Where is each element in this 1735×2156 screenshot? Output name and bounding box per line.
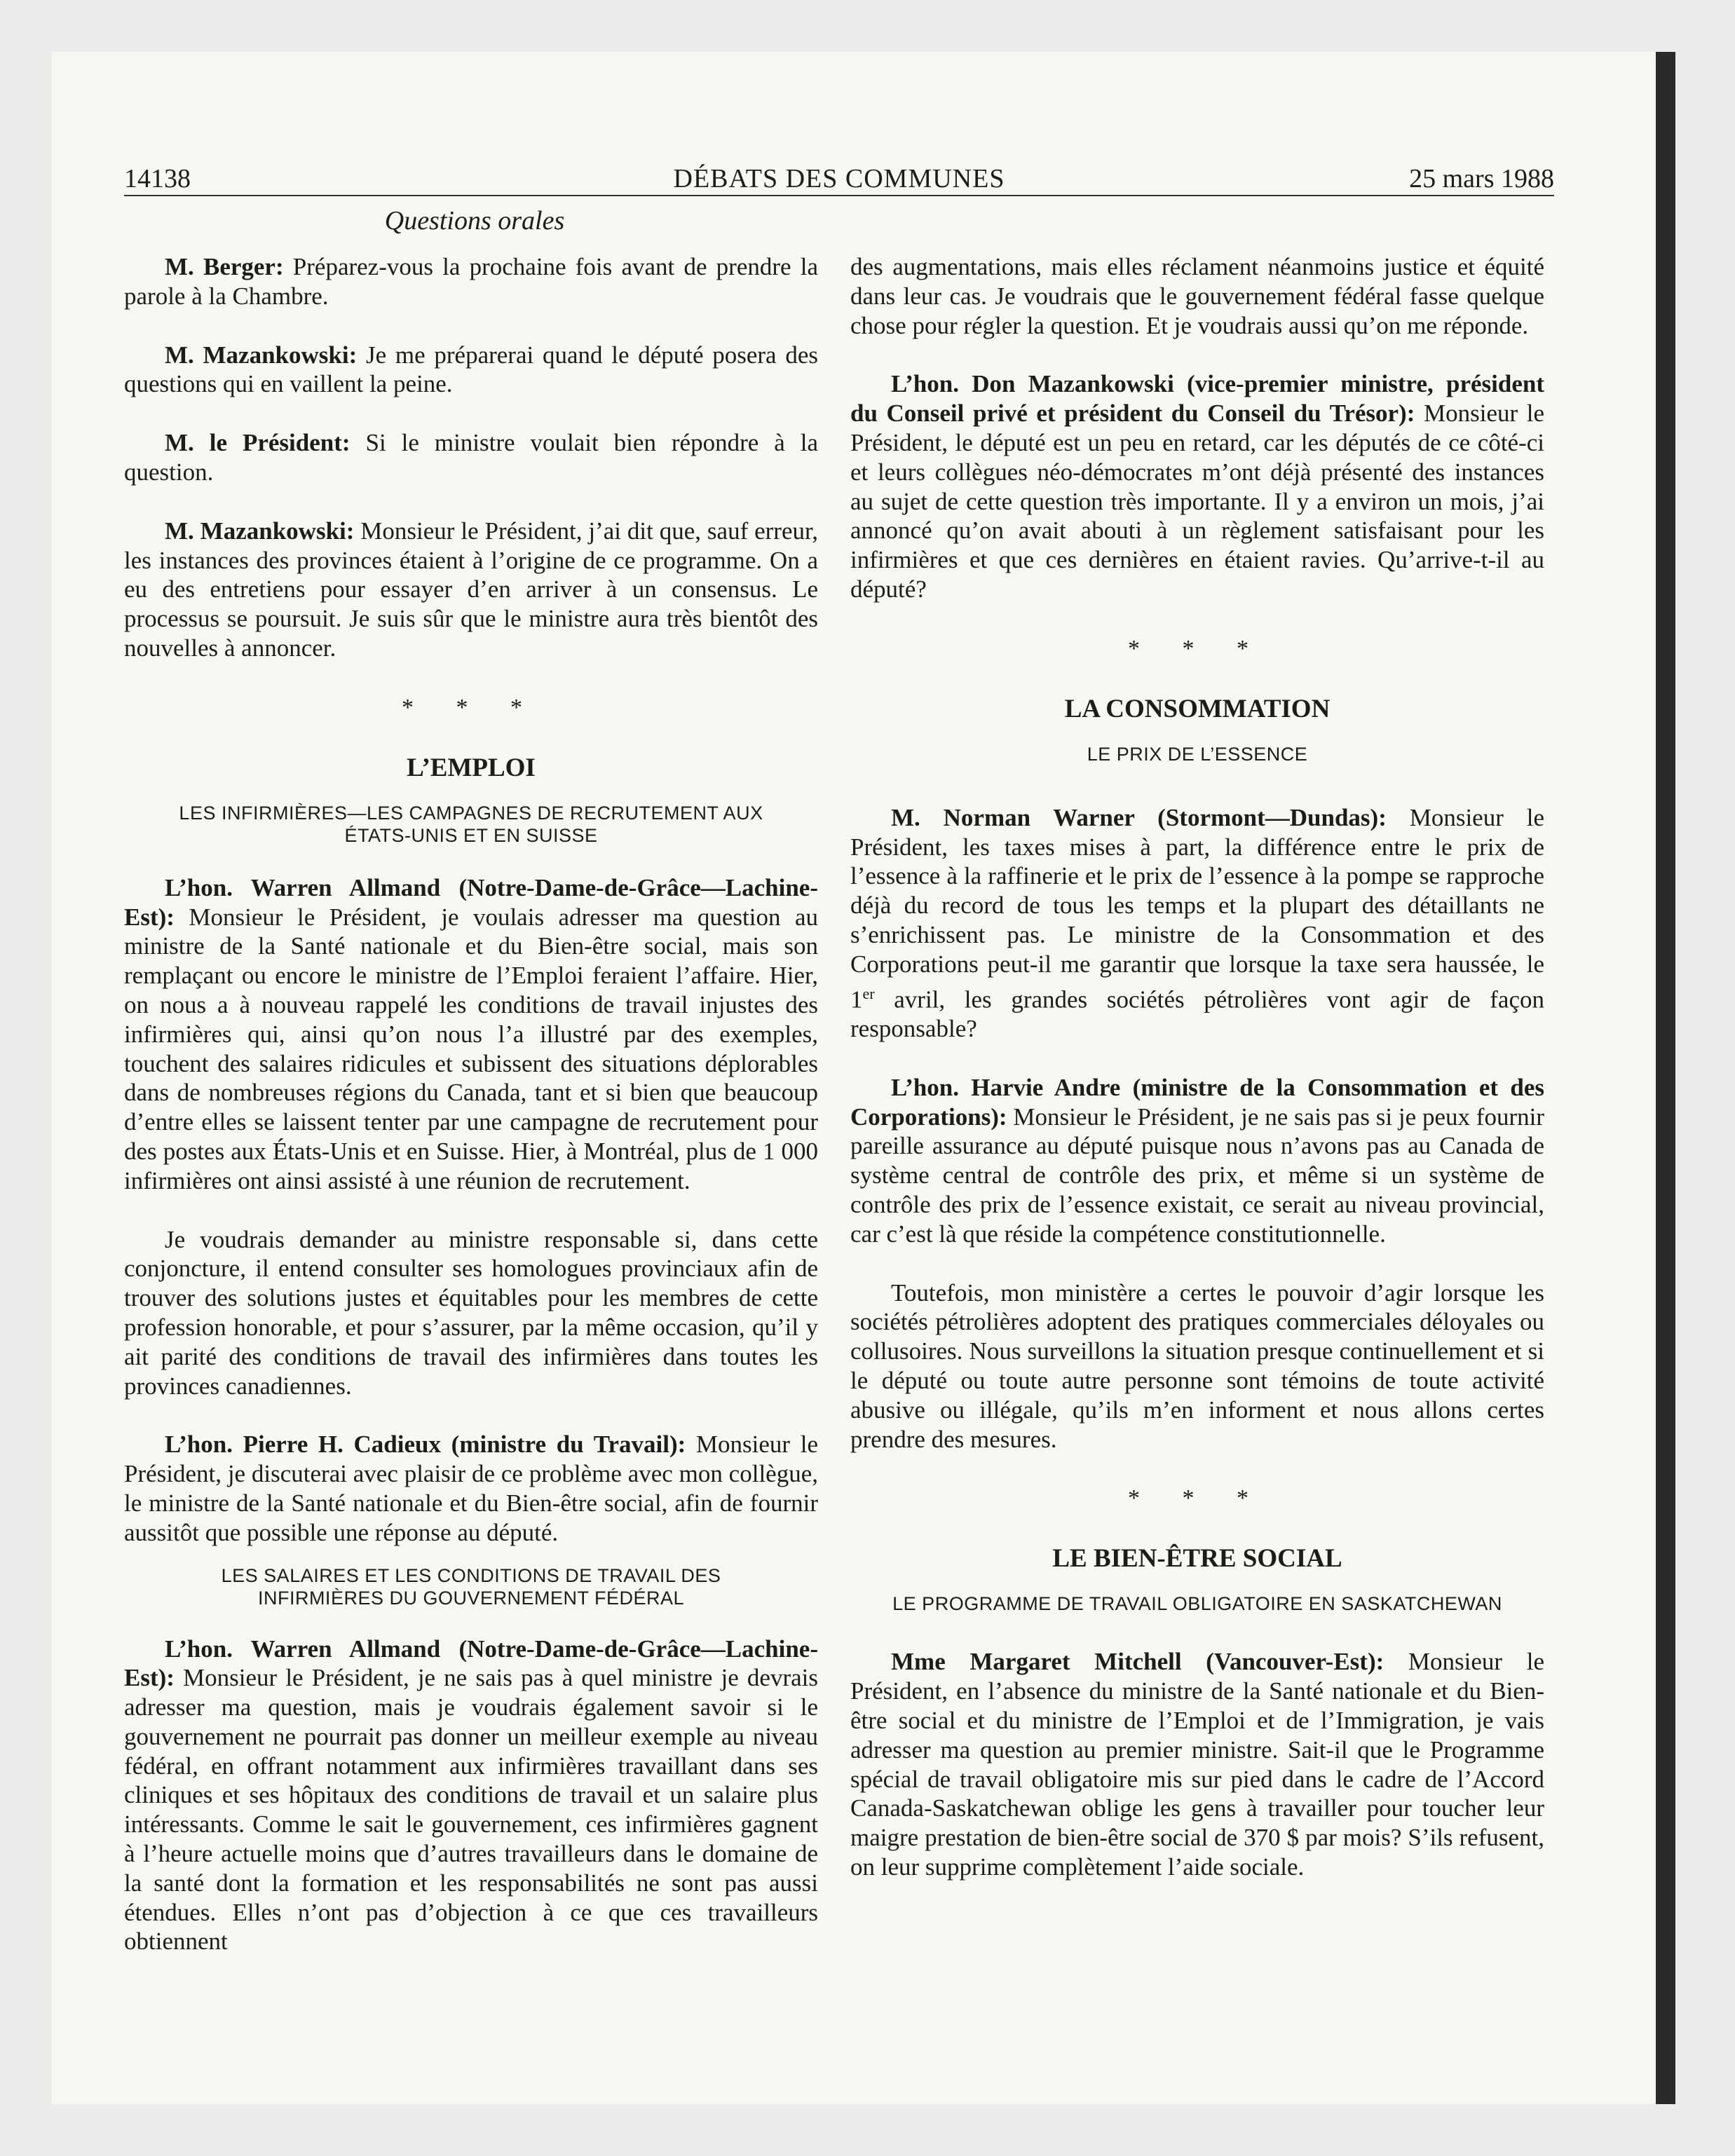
speaker-name: Mme Margaret Mitchell (Vancouver-Est): [891,1648,1384,1676]
paragraph-text: Je me préparerai quand le député posera des questions qui en vaillent la peine. [124,341,818,398]
superscript: er [862,984,875,1002]
paragraph [124,1635,818,1957]
speaker-name: L’hon. Don Mazankowski (vice-premier ministre, président du Conseil privé et président du Conseil du Trésor): [850,370,1544,428]
section-title: LA CONSOMMATION [1064,694,1331,723]
paragraph [850,369,1544,603]
speaker-name: M. le Président: [165,429,351,457]
paragraph-text: Monsieur le Président, je voulais adresser ma question au ministre de la Santé nationale et du Bien-être social, mais son remplaçant ou encore le ministre de l’Emploi feraient l’affaire. Hier, on nous a à nouveau rappelé les conditions de travail injustes des infirmières qui, ainsi qu’on nous l’a illustré par des exemples, touchent des salaires ridicules et subissent des situations déplorables dans de nombreuses régions du Canada, tant et si bien que beaucoup d’entre elles se laissent tenter par une campagne de recrutement pour des postes aux États-Unis et en Suisse. Hier, à Montréal, plus de 1 000 infirmières ont ainsi assisté à une réunion de recrutement. [124,903,818,1194]
paragraph-text: Monsieur le Président, le député est un peu en retard, car les députés de ce côté-ci et leurs collègues néo-démocrates m’ont déjà présenté des instances au sujet de cette question très importante. Il y a environ un mois, j’ai annoncé qu’on avait abouti à un règlement satisfaisant pour les infirmières et que ces dernières en étaient ravies. Qu’arrive-t-il au député? [850,400,1544,603]
page-date: 25 mars 1988 [1409,164,1554,193]
paragraph-text: Monsieur le Président, j’ai dit que, sauf erreur, les instances des provinces étaient à l’origine de ce programme. On a eu des entretiens pour essayer d’en arriver à un consensus. Le processus se poursuit. Je suis sûr que le ministre aura très bientôt des nouvelles à annoncer. [124,517,818,662]
paragraph-text: Monsieur le Président, je ne sais pas à quel ministre je devrais adresser ma question, mais je voudrais également savoir si le gouvernement ne pourrait pas donner un meilleur exemple au niveau fédéral, en offrant notamment aux infirmières travaillant dans ses cliniques et ses hôpitaux des conditions de travail et un salaire plus intéressants. Comme le sait le gouvernement, ces infirmières gagnent à l’heure actuelle moins que d’autres travailleurs dans le domaine de la santé dont la formation et les responsabilités ne sont pas aussi étendues. Elles n’ont pas d’objection à ce que ces travailleurs obtiennent [124,1664,818,1956]
section-title: L’EMPLOI [407,753,536,782]
paragraph [850,803,1544,1044]
paragraph [850,1073,1544,1249]
page-title: DÉBATS DES COMMUNES [673,164,1005,193]
section-separator: * * * [1128,635,1267,662]
paragraph-text: Préparez-vous la prochaine fois avant de prendre la parole à la Chambre. [124,253,818,310]
paragraph [124,428,818,487]
topic-heading: LES INFIRMIÈRES—LES CAMPAGNES DE RECRUTEMENT AUX ÉTATS-UNIS ET EN SUISSE [179,802,763,846]
paragraph-text: avril, les grandes sociétés pétrolières vont agir de façon responsable? [850,985,1544,1042]
speaker-name: L’hon. Pierre H. Cadieux (ministre du Travail): [165,1431,686,1459]
paragraph: Toutefois, mon ministère a certes le pouvoir d’agir lorsque les sociétés pétrolières adoptent des pratiques commerciales déloyales ou collusoires. Nous surveillons la situation presque continuellement et si le député ou toute autre personne sont témoins de toute activité abusive ou illégale, qu’ils m’en informent et nous allons certes prendre des mesures. [850,1278,1544,1453]
page-number: 14138 [124,164,191,193]
paragraph [124,252,818,311]
paragraph: des augmentations, mais elles réclament néanmoins justice et équité dans leur cas. Je voudrais que le gouvernement fédéral fasse quelque chose pour régler la question. Et je voudrais aussi qu’on me réponde. [850,253,1544,339]
paragraph-text: Monsieur le Président, je discuterai avec plaisir de ce problème avec mon collègue, le ministre de la Santé nationale et du Bien-être social, afin de fournir aussitôt que possible une réponse au député. [124,1431,818,1546]
section-separator: * * * [1128,1485,1267,1512]
section-separator: * * * [402,694,540,721]
speaker-name: M. Norman Warner (Stormont—Dundas): [891,803,1387,831]
speaker-name: L’hon. Warren Allmand (Notre-Dame-de-Grâce—Lachine-Est): [124,1635,818,1692]
section-subheading: Questions orales [384,206,565,236]
scan-edge-bar [1656,52,1675,2104]
paragraph [850,1647,1544,1881]
paragraph-text: Monsieur le Président, en l’absence du ministre de la Santé nationale et du Bien-être social et du ministre de l’Emploi et de l’Immigration, je vais adresser ma question au premier ministre. Sait-il que le Programme spécial de travail obligatoire mis sur pied dans le cadre de l’Accord Canada-Saskatchewan oblige les gens à travailler pour toucher leur maigre prestation de bien-être social de 370 $ par mois? S’ils refusent, on leur supprime complètement l’aide sociale. [850,1648,1544,1881]
right-column [850,252,1544,1882]
paragraph [124,341,818,400]
topic-heading: LES SALAIRES ET LES CONDITIONS DE TRAVAIL DES INFIRMIÈRES DU GOUVERNEMENT FÉDÉRAL [221,1564,721,1609]
page-header [124,163,1554,196]
paragraph-text: Si le ministre voulait bien répondre à la question. [124,429,818,486]
paragraph-text: Monsieur le Président, je ne sais pas si je peux fournir pareille assurance au député puisque nous n’avons pas au Canada de système central de contrôle des prix, et même si un système de contrôle des prix de l’essence existait, ce serait au niveau provincial, car c’est là que réside la compétence constitutionnelle. [850,1103,1544,1248]
speaker-name: M. Mazankowski: [165,517,355,545]
topic-heading: LE PRIX DE L’ESSENCE [1087,743,1308,765]
speaker-name: L’hon. Harvie Andre (ministre de la Consommation et des Corporations): [850,1073,1544,1131]
section-title: LE BIEN-ÊTRE SOCIAL [1052,1544,1342,1574]
paragraph [124,517,818,663]
speaker-name: M. Mazankowski: [165,341,358,369]
left-column [124,252,818,1956]
topic-heading: LE PROGRAMME DE TRAVAIL OBLIGATOIRE EN SASKATCHEWAN [892,1593,1502,1615]
paragraph [124,1430,818,1547]
paragraph: Je voudrais demander au ministre responsable si, dans cette conjoncture, il entend consulter ses homologues provinciaux afin de trouver des solutions justes et équitables pour les membres de cette profession honorable, et pour s’assurer, par la même occasion, qu’il y ait parité des conditions de travail des infirmières dans toutes les provinces canadiennes. [124,1225,818,1400]
paragraph [124,873,818,1196]
paragraph-text: Monsieur le Président, les taxes mises à part, la différence entre le prix de l’essence à la raffinerie et le prix de l’essence à la pompe se rapproche déjà du record de tous les temps et la plupart des détaillants ne s’enrichissent pas. Le ministre de la Consommation et des Corporations peut-il me garantir que lorsque la taxe sera haussée, le 1 [850,803,1544,1014]
speaker-name: M. Berger: [165,253,284,280]
speaker-name: L’hon. Warren Allmand (Notre-Dame-de-Grâce—Lachine-Est): [124,873,818,931]
